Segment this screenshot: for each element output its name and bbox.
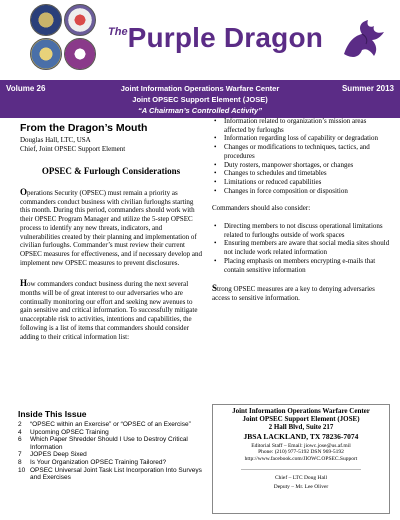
toc-item	[18, 429, 202, 437]
drop-cap: H	[20, 278, 28, 289]
seal-logo	[64, 38, 96, 70]
inside-heading: Inside This Issue	[18, 409, 87, 419]
title-prefix: The	[108, 26, 128, 38]
contact-phone: Phone: (210) 977-5192 DSN 969-5192	[258, 449, 344, 456]
paragraph-text: perations Security (OPSEC) must remain a priority as commanders conduct business with civilian furloughs starting this month. During this period, commanders should work with their OPSEC Program Manager and utilize the 5-step OPSEC process to identify any new threats, indicators, and vulnerabilities created by their planning and implementation of civilian furloughs. Commander’s must review their current OPSEC measures for effectiveness, and if necessary develop and implement new OPSEC measures to prevent disclosures.	[20, 189, 203, 267]
drop-cap: S	[212, 283, 218, 294]
title-main: Purple Dragon	[127, 22, 324, 53]
article-heading: From the Dragon’s Mouth	[20, 122, 148, 134]
list-item: • Information related to organization’s mission areas affected by furloughs	[212, 117, 390, 134]
contact-city: JBSA LACKLAND, TX 78236-7074	[243, 431, 359, 441]
toc-item	[18, 459, 202, 467]
list-item: • Changes in force composition or disposition	[212, 187, 390, 196]
list-item: • Information regarding loss of capability or degradation	[212, 134, 390, 143]
toc-item	[18, 421, 202, 429]
list-item: • Placing emphasis on members encrypting e-mails that contain sensitive information	[212, 257, 390, 274]
article-paragraph	[20, 279, 202, 341]
seal-logo	[64, 4, 96, 36]
list-item: • Changes or modifications to techniques, tactics, and procedures	[212, 143, 390, 160]
contact-deputy: Deputy – Mr. Lee Oliver	[273, 484, 329, 490]
author-name: Douglas Hall, LTC, USA	[20, 136, 91, 144]
dragon-icon	[338, 14, 390, 66]
divider	[241, 469, 361, 470]
list-item: • Limitations or reduced capabilities	[212, 178, 390, 187]
toc-page: 7	[18, 451, 22, 459]
article-left-column	[20, 122, 202, 341]
contact-box	[212, 404, 390, 514]
volume-number: Volume 26	[6, 84, 46, 93]
contact-sub-organization: Joint OPSEC Support Element (JOSE)	[242, 415, 360, 424]
list-item: • Changes to schedules and timetables	[212, 169, 390, 178]
toc-page: 8	[18, 458, 22, 466]
toc-title: “OPSEC within an Exercise” or “OPSEC of an Exercise”	[30, 421, 191, 428]
inside-this-issue	[18, 402, 202, 514]
section-title: OPSEC & Furlough Considerations	[41, 166, 181, 176]
critical-info-list	[212, 117, 390, 195]
toc-item	[18, 436, 202, 451]
list-item: • Directing members to not discuss operational limitations related to furloughs outside of work spaces	[212, 222, 390, 239]
seal-logo	[30, 38, 62, 70]
list-item: • Duty rosters, manpower shortages, or changes	[212, 161, 390, 170]
closing-paragraph	[212, 284, 390, 302]
motto: “A Chairman’s Controlled Activity”	[138, 106, 262, 115]
list-item: • Ensuring members are aware that social media sites should not include work related information	[212, 239, 390, 256]
contact-street: 2 Hall Blvd, Suite 217	[268, 423, 334, 432]
toc-title: Is Your Organization OPSEC Training Tailored?	[30, 458, 167, 466]
article-paragraph	[20, 188, 202, 267]
toc-title: OPSEC Universal Joint Task List Incorporation Into Surveys and Exercises	[30, 466, 202, 482]
toc-title: Which Paper Shredder Should I Use to Destroy Critical Information	[30, 436, 188, 451]
toc-page: 10	[18, 466, 26, 474]
consider-lead-text: Commanders should also consider:	[212, 204, 311, 213]
toc-page: 6	[18, 436, 22, 444]
toc-page: 2	[18, 421, 22, 428]
toc-title: Upcoming OPSEC Training	[30, 428, 109, 436]
seal-logo	[30, 4, 62, 36]
organization-name: Joint Information Operations Warfare Center	[120, 84, 280, 93]
contact-organization: Joint Information Operations Warfare Center	[232, 407, 370, 415]
article-right-column	[212, 117, 390, 303]
paragraph-text: trong OPSEC measures are a key to denying adversaries access to sensitive information.	[212, 285, 375, 302]
toc-title: JOPES Deep Sixed	[30, 451, 87, 459]
newsletter-title	[108, 22, 323, 54]
issue-season: Summer 2013	[341, 84, 394, 93]
toc-item	[18, 451, 202, 459]
drop-cap: O	[20, 187, 28, 197]
author-title: Chief, Joint OPSEC Support Element	[20, 145, 126, 153]
contact-chief: Chief – LTC Doug Hall	[274, 475, 328, 481]
masthead	[0, 0, 400, 80]
contact-email: Editorial Staff – Email: jiowc.jose@us.af.mil	[251, 442, 351, 449]
paragraph-text: ow commanders conduct business during the next several months will be of great interest to our adversaries who are continually monitoring our effort and seeking new avenues to gain sensitive and critical information. To successfully mitigate unacceptable risk to activities, intentions and capabilities, the following is a list of items that commanders should consider adding to their critical information list:	[20, 280, 198, 341]
masthead-banner	[0, 80, 400, 118]
toc-page: 4	[18, 428, 22, 436]
contact-web-link[interactable]: http://www.facebook.com/JIOWC.OPSEC.Support	[244, 456, 358, 463]
consider-list	[212, 222, 390, 274]
toc-item	[18, 467, 202, 482]
sub-organization: Joint OPSEC Support Element (JOSE)	[132, 95, 268, 104]
